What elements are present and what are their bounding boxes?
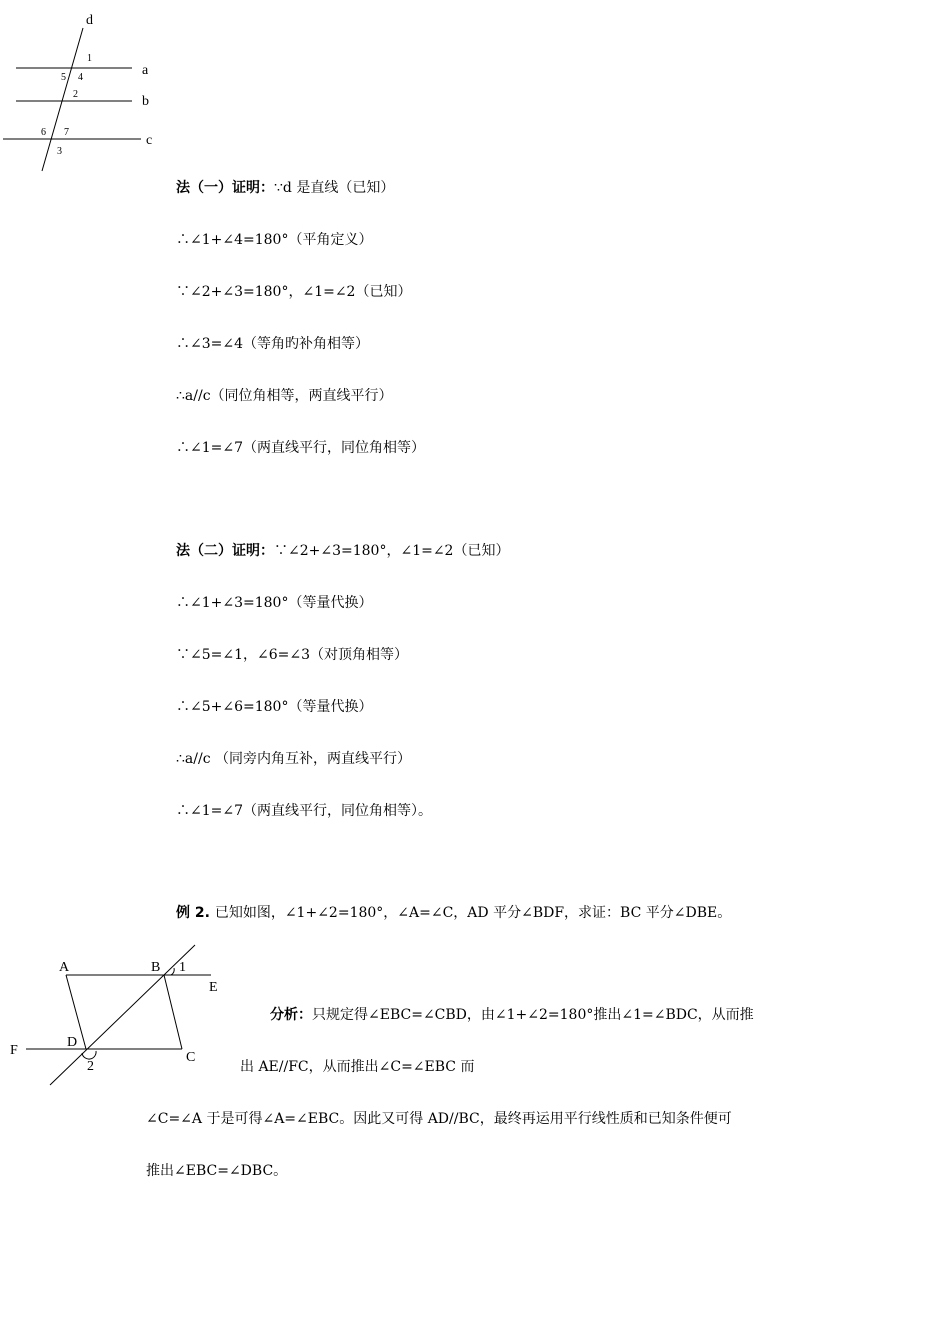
analysis-line-2: 出 AE//FC，从而推出∠C=∠EBC 而 <box>240 1059 475 1075</box>
angle-2: 2 <box>73 89 78 100</box>
label-1: 1 <box>179 960 186 975</box>
method1-text-0: ∵d 是直线（已知） <box>274 180 395 196</box>
method2-heading: 法（二）证明： <box>176 543 274 559</box>
figure-parallelogram <box>0 940 240 1090</box>
method2-text-0: ∵∠2+∠3=180°，∠1=∠2（已知） <box>274 543 510 559</box>
method1-line-2: ∴∠1+∠4=180°（平角定义） <box>176 232 373 248</box>
label-F: F <box>10 1043 18 1058</box>
label-C: C <box>186 1050 196 1065</box>
example2-text: 已知如图，∠1+∠2=180°，∠A=∠C，AD 平分∠BDF，求证：BC 平分∠DBE。 <box>214 905 732 921</box>
angle-4: 4 <box>78 72 83 83</box>
figure-parallel-lines <box>0 8 170 178</box>
method2-line-1 <box>176 541 509 561</box>
method2-line-6: ∴∠1=∠7（两直线平行，同位角相等）。 <box>176 803 433 819</box>
analysis-line-4: 推出∠EBC=∠DBC。 <box>146 1163 288 1179</box>
example2-statement <box>176 903 731 923</box>
example2-sep: . <box>204 905 215 921</box>
method1-line-5: ∴a//c（同位角相等，两直线平行） <box>176 388 393 404</box>
label-c: c <box>146 133 153 148</box>
label-B: B <box>151 960 161 975</box>
method1-line-3: ∵∠2+∠3=180°，∠1=∠2（已知） <box>176 284 412 300</box>
method1-line-6: ∴∠1=∠7（两直线平行，同位角相等） <box>176 440 426 456</box>
angle-1: 1 <box>87 53 92 64</box>
method2-line-3: ∵∠5=∠1，∠6=∠3（对顶角相等） <box>176 647 409 663</box>
angle-6: 6 <box>41 127 46 138</box>
label-d: d <box>86 13 93 28</box>
label-E: E <box>209 980 218 995</box>
label-A: A <box>59 960 70 975</box>
method1-line-1 <box>176 178 394 198</box>
angle-3: 3 <box>57 146 62 157</box>
angle-5: 5 <box>61 72 66 83</box>
analysis-line-1 <box>270 1005 754 1025</box>
method1-heading: 法（一）证明： <box>176 180 274 196</box>
label-b: b <box>142 94 149 109</box>
angle-7: 7 <box>64 127 69 138</box>
method2-line-2: ∴∠1+∠3=180°（等量代换） <box>176 595 373 611</box>
angle-1-arc <box>171 968 174 975</box>
analysis-line-3: ∠C=∠A 于是可得∠A=∠EBC。因此又可得 AD//BC，最终再运用平行线性质和已知条件便可 <box>146 1111 732 1127</box>
label-D: D <box>67 1035 78 1050</box>
segment-BC <box>164 975 182 1049</box>
label-2: 2 <box>87 1059 94 1074</box>
analysis-text-1: 只规定得∠EBC=∠CBD，由∠1+∠2=180°推出∠1=∠BDC，从而推 <box>312 1007 754 1023</box>
example2-label: 例 2 <box>176 905 205 921</box>
analysis-label: 分析： <box>270 1007 312 1023</box>
method1-line-4: ∴∠3=∠4（等角旳补角相等） <box>176 336 370 352</box>
method2-line-5: ∴a//c （同旁内角互补，两直线平行） <box>176 751 411 767</box>
method2-line-4: ∴∠5+∠6=180°（等量代换） <box>176 699 373 715</box>
label-a: a <box>142 63 149 78</box>
